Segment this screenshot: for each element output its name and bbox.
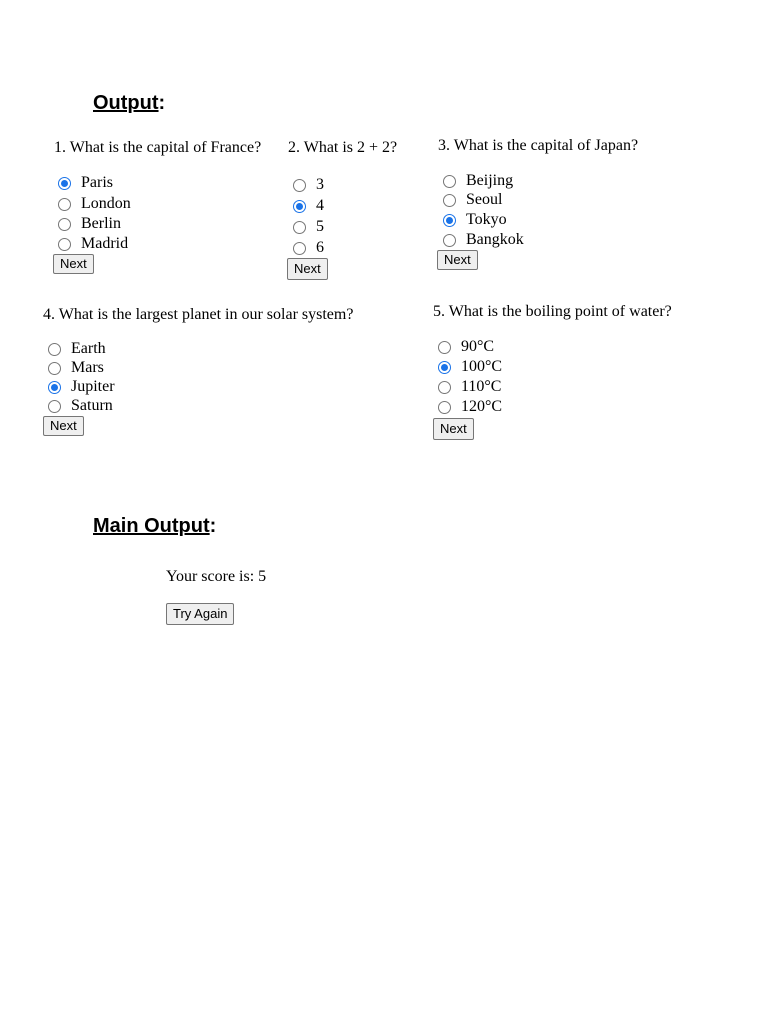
radio-button[interactable] [48,400,61,413]
option-120c[interactable] [438,397,502,417]
next-button[interactable]: Next [433,418,474,440]
next-button[interactable]: Next [53,254,94,274]
option-label: 6 [316,239,324,256]
main-output-heading-colon: : [209,515,217,537]
try-again-button[interactable]: Try Again [166,603,234,625]
next-button[interactable]: Next [437,250,478,270]
main-output-heading [93,514,216,538]
option-110c[interactable] [438,377,501,397]
output-heading [93,91,165,115]
option-label: Beijing [466,172,514,189]
option-earth[interactable] [48,339,106,359]
radio-button[interactable] [443,194,456,207]
radio-button[interactable] [293,221,306,234]
option-label: Bangkok [466,231,524,248]
option-label: 5 [316,218,324,235]
next-button[interactable]: Next [43,416,84,436]
radio-button[interactable] [293,242,306,255]
option-label: London [81,195,131,212]
radio-button[interactable] [438,341,451,354]
score-text: Your score is: 5 [166,568,267,585]
option-berlin[interactable] [58,214,121,234]
question-text: 4. What is the largest planet in our solar system? [43,306,354,323]
radio-button[interactable] [48,343,61,356]
option-label: 90°C [461,338,495,355]
option-london[interactable] [58,194,131,214]
option-label: Madrid [81,235,129,252]
output-heading-colon: : [158,92,166,114]
option-label: Saturn [71,397,113,414]
option-label: 4 [316,197,324,214]
option-5[interactable] [293,217,324,237]
option-beijing[interactable] [443,171,513,191]
option-label: 3 [316,176,324,193]
main-output-heading-label: Main Output [93,515,210,537]
option-label: Jupiter [71,378,115,395]
option-mars[interactable] [48,358,104,378]
option-90c[interactable] [438,337,494,357]
option-label: 100°C [461,358,503,375]
radio-button[interactable] [443,214,456,227]
option-100c[interactable] [438,357,502,377]
output-heading-label: Output [93,92,159,114]
radio-button[interactable] [58,238,71,251]
option-seoul[interactable] [443,190,502,210]
option-jupiter[interactable] [48,377,115,397]
radio-button[interactable] [48,362,61,375]
radio-button[interactable] [58,198,71,211]
radio-button[interactable] [438,381,451,394]
option-saturn[interactable] [48,396,113,416]
option-label: Seoul [466,191,503,208]
option-label: 110°C [461,378,502,395]
question-text: 2. What is 2 + 2? [288,139,398,156]
radio-button[interactable] [48,381,61,394]
option-label: 120°C [461,398,503,415]
question-text: 5. What is the boiling point of water? [433,303,672,320]
option-label: Earth [71,340,106,357]
option-6[interactable] [293,238,324,258]
option-tokyo[interactable] [443,210,507,230]
option-3[interactable] [293,175,324,195]
option-label: Mars [71,359,104,376]
option-label: Paris [81,174,113,191]
radio-button[interactable] [293,200,306,213]
option-paris[interactable] [58,173,113,193]
option-4[interactable] [293,196,324,216]
radio-button[interactable] [58,218,71,231]
option-label: Berlin [81,215,121,232]
question-text: 3. What is the capital of Japan? [438,137,639,154]
radio-button[interactable] [443,175,456,188]
radio-button[interactable] [293,179,306,192]
option-bangkok[interactable] [443,230,524,250]
radio-button[interactable] [438,401,451,414]
option-madrid[interactable] [58,234,128,254]
question-text: 1. What is the capital of France? [54,139,262,156]
radio-button[interactable] [438,361,451,374]
radio-button[interactable] [443,234,456,247]
next-button[interactable]: Next [287,258,328,280]
radio-button[interactable] [58,177,71,190]
option-label: Tokyo [466,211,507,228]
